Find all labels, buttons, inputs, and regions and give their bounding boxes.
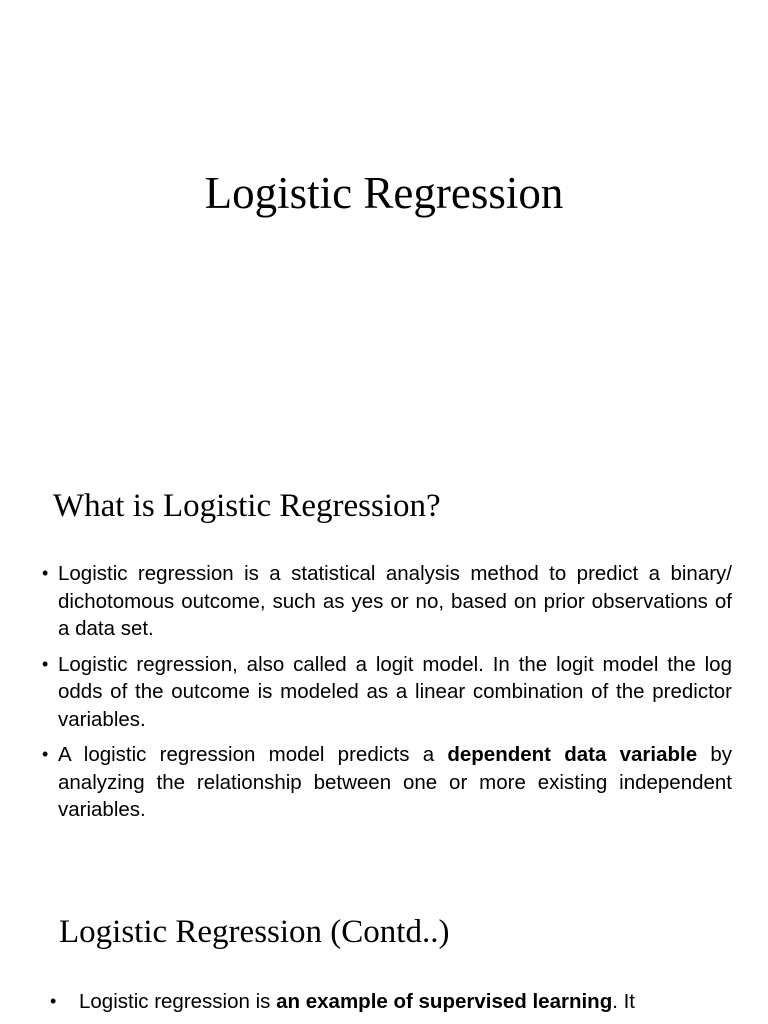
bullet-icon: • bbox=[42, 563, 49, 583]
slide-2-heading: What is Logistic Regression? bbox=[53, 488, 441, 524]
bullet-icon: • bbox=[50, 991, 57, 1011]
bullet-item bbox=[42, 741, 732, 824]
bullet-text: Logistic regression, also called a logit model. In the logit model the log odds of the outcome is modeled as a linear combination of the predictor variables. bbox=[58, 652, 732, 731]
slide-contd bbox=[0, 880, 768, 1024]
bullet-text-pre: Logistic regression is bbox=[79, 990, 277, 1013]
bullet-item bbox=[42, 560, 732, 643]
bullet-icon: • bbox=[42, 653, 49, 674]
bullet-text-pre: A logistic regression model predicts a bbox=[58, 743, 448, 766]
slide-1-title: Logistic Regression bbox=[204, 168, 564, 218]
bullet-text-post: by analyzing the relationship between one or more existing independent variables. bbox=[58, 743, 732, 821]
bullet-text-bold: an example of supervised learning bbox=[276, 990, 613, 1013]
bullet-text-bold: dependent data variable bbox=[447, 743, 698, 766]
bullet-item bbox=[50, 988, 710, 1016]
slide-title bbox=[0, 0, 768, 440]
bullet-icon: • bbox=[42, 744, 49, 764]
bullet-text: Logistic regression is a statistical analysis method to predict a binary/ dichotomous outcome, such as yes or no, based on prior observations of a data set. bbox=[58, 562, 732, 640]
bullet-item bbox=[42, 651, 732, 734]
slide-2-bullet-list bbox=[42, 560, 732, 832]
slide-3-heading: Logistic Regression (Contd..) bbox=[59, 914, 450, 950]
slide-3-bullet-list bbox=[50, 988, 710, 1024]
slide-what-is bbox=[0, 440, 768, 880]
bullet-text-post: . It bbox=[612, 990, 636, 1013]
